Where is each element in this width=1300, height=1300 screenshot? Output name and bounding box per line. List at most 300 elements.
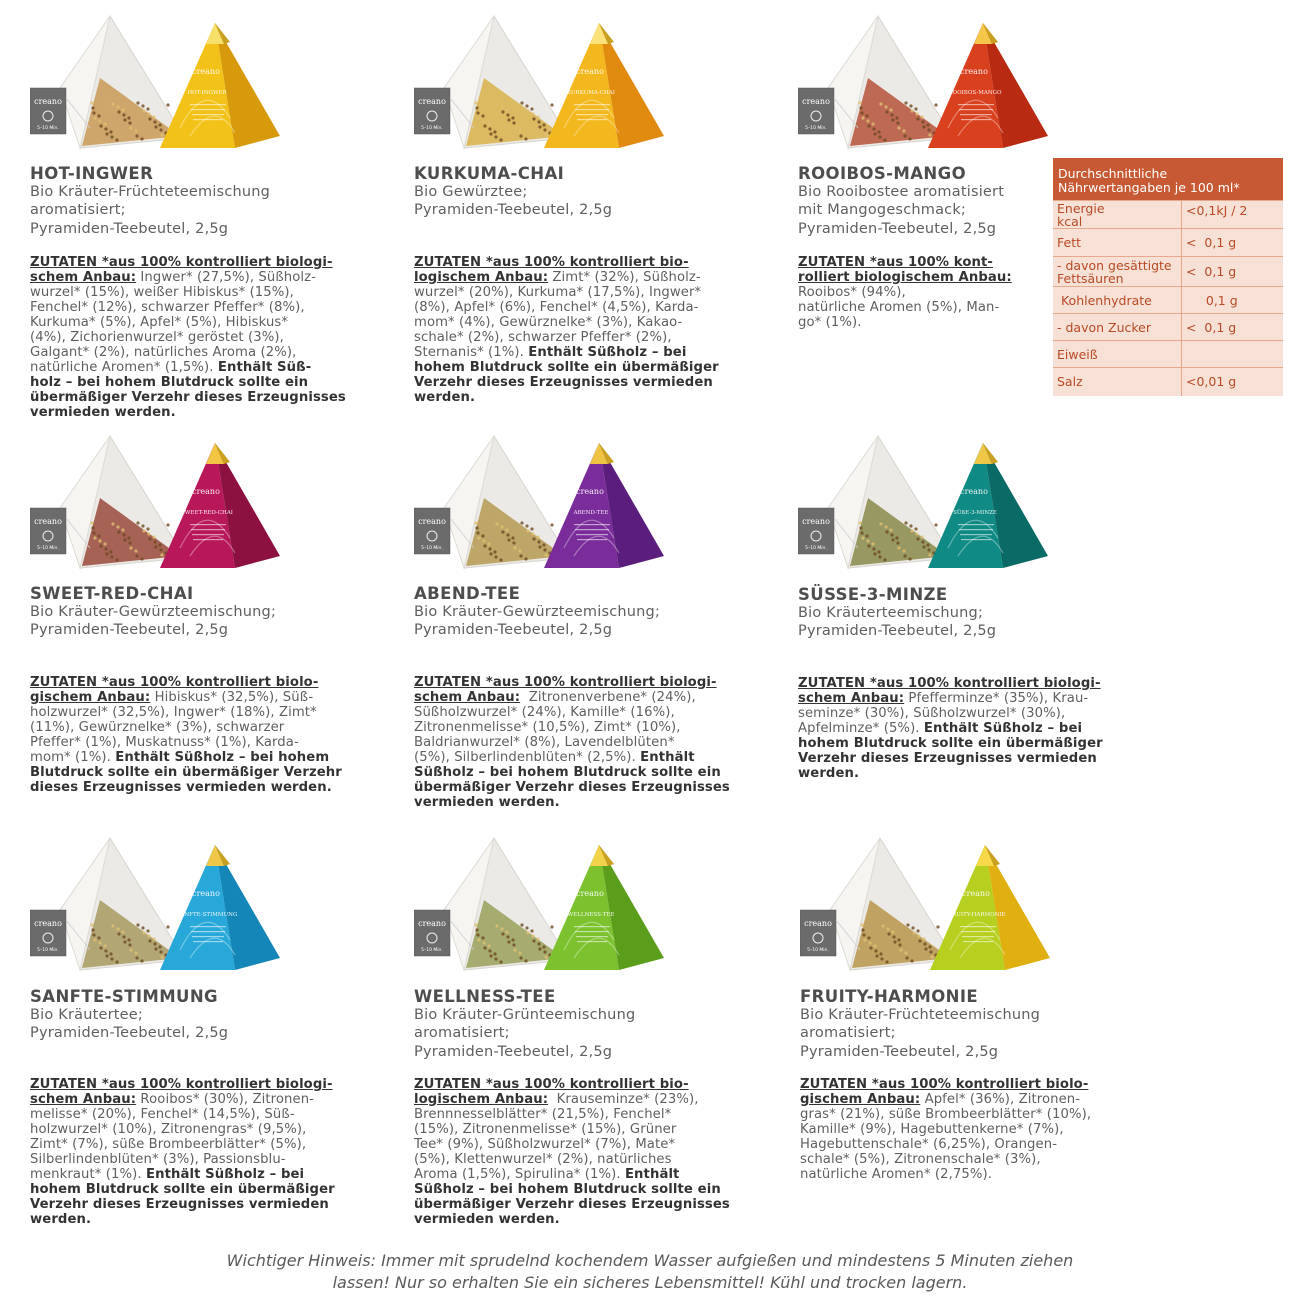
ingredients-heading: gischem Anbau: xyxy=(30,690,151,705)
tea-package-image xyxy=(414,428,714,578)
product-description-line: mit Mangogeschmack; xyxy=(798,202,967,219)
ingredients-list: (5%), Silberlindenblüten* (2,5%). xyxy=(414,750,641,765)
nutrition-table xyxy=(1053,158,1283,396)
box-product-label: HOT-INGWER xyxy=(187,90,227,96)
ingredients-heading: gischem Anbau: xyxy=(800,1092,921,1107)
box-product-label: ABEND-TEE xyxy=(573,510,609,516)
product-description-line: Pyramiden-Teebeutel, 2,5g xyxy=(30,1025,229,1042)
nutrition-row xyxy=(1053,229,1283,257)
licorice-warning: werden. xyxy=(414,390,476,405)
licorice-warning: übermäßiger Verzehr dieses Erzeugnisses xyxy=(414,780,730,795)
box-brand-label: creano xyxy=(576,67,604,76)
nutrition-row xyxy=(1053,257,1283,287)
pyramid-tea-bag xyxy=(60,838,185,970)
product-description-line: Pyramiden-Teebeutel, 2,5g xyxy=(414,202,613,219)
licorice-warning: dieses Erzeugnisses vermieden werden. xyxy=(30,780,332,795)
ingredients-heading: rolliert biologischem Anbau: xyxy=(798,270,1012,285)
licorice-warning: hohem Blutdruck sollte ein übermäßiger xyxy=(414,360,719,375)
box-product-label: KURKUMA-CHAI xyxy=(567,90,615,96)
product-description xyxy=(30,183,402,238)
ingredients-text xyxy=(30,255,402,420)
ingredients-list: wurzel* (20%), Kurkuma* (17,5%), Ingwer* xyxy=(414,285,702,300)
product-description-line: Pyramiden-Teebeutel, 2,5g xyxy=(800,1043,999,1060)
licorice-warning: Enthält Süßholz – bei xyxy=(923,721,1083,736)
tea-package-image xyxy=(30,428,330,578)
ingredients-list: natürliche Aromen (5%), Man- xyxy=(798,300,1000,315)
ingredients-list: go* (1%). xyxy=(798,315,862,330)
ingredients-list: menkraut* (1%). xyxy=(30,1167,146,1182)
nutrition-label: - davon gesättigte Fettsäuren xyxy=(1053,257,1182,287)
ingredients-line xyxy=(414,330,786,345)
ingredients-list: schale* (2%), schwarzer Pfeffer* (2%), xyxy=(414,330,672,345)
product-name: SWEET-RED-CHAI xyxy=(30,584,194,603)
ingredients-list: mom* (1%). xyxy=(30,750,116,765)
ingredients-text xyxy=(414,1077,786,1227)
product-description-line: Bio Rooibostee aromatisiert xyxy=(798,184,1005,200)
ingredients-line xyxy=(414,1137,786,1152)
ingredients-line xyxy=(800,1152,1172,1167)
ingredients-line xyxy=(30,405,402,420)
pyramid-box xyxy=(928,23,1048,148)
ingredients-line xyxy=(414,1122,786,1137)
ingredients-line xyxy=(30,765,402,780)
box-product-label: WELLNESS-TEE xyxy=(567,912,615,918)
box-brand-label: creano xyxy=(192,889,220,898)
ingredients-line xyxy=(798,766,1170,781)
nutrition-header-line: Nährwertangaben je 100 ml* xyxy=(1058,180,1240,195)
product-name: WELLNESS-TEE xyxy=(414,987,556,1006)
ingredients-list: Kamille* (9%), Hagebuttenkerne* (7%), xyxy=(800,1122,1064,1137)
pyramid-box xyxy=(544,23,664,148)
tag-time-label: 5–10 Min. xyxy=(805,546,827,551)
ingredients-line xyxy=(30,285,402,300)
ingredients-list: Kurkuma* (5%), Apfel* (5%), Hibiskus* xyxy=(30,315,289,330)
box-product-label: FRUITY-HARMONIE xyxy=(948,912,1006,918)
ingredients-heading: ZUTATEN *aus 100% kontrolliert biolo- xyxy=(800,1077,1089,1092)
ingredients-line xyxy=(414,360,786,375)
product-description xyxy=(414,1006,786,1061)
pyramid-tea-bag xyxy=(828,16,953,148)
ingredients-list: Ingwer* (27,5%), Süßholz- xyxy=(136,270,317,285)
ingredients-text xyxy=(30,675,402,795)
notice-line: lassen! Nur so erhalten Sie ein sicheres Lebensmittel! Kühl und trocken lagern. xyxy=(332,1273,968,1292)
product-description-line: Pyramiden-Teebeutel, 2,5g xyxy=(30,220,229,237)
ingredients-list: Baldrianwurzel* (8%), Lavendelblüten* xyxy=(414,735,675,750)
licorice-warning: holz – bei hohem Blutdruck sollte ein xyxy=(30,375,309,390)
ingredients-list: Zitronenverbene* (24%), xyxy=(520,690,696,705)
ingredients-heading: schem Anbau: xyxy=(798,691,905,706)
ingredients-list: Krauseminze* (23%), xyxy=(548,1092,699,1107)
ingredients-line xyxy=(30,1167,402,1182)
box-product-label: SANFTE-STIMMUNG xyxy=(176,912,238,918)
nutrition-label: Kohlenhydrate xyxy=(1053,287,1182,314)
ingredients-line xyxy=(798,706,1170,721)
ingredients-list: Rooibos* (30%), Zitronen- xyxy=(136,1092,315,1107)
ingredients-heading: logischem Anbau: xyxy=(414,1092,549,1107)
ingredients-line xyxy=(30,270,402,285)
ingredients-list: Süßholzwurzel* (24%), Kamille* (16%), xyxy=(414,705,675,720)
ingredients-line xyxy=(800,1167,1172,1182)
licorice-warning: werden. xyxy=(30,1212,92,1227)
product-description-line: aromatisiert; xyxy=(30,202,126,219)
ingredients-heading: ZUTATEN *aus 100% kontrolliert biolo- xyxy=(30,675,319,690)
product-description-line: Bio Gewürztee; xyxy=(414,184,528,200)
licorice-warning: Enthält Süßholz – bei xyxy=(528,345,687,360)
licorice-warning: vermieden werden. xyxy=(414,795,560,810)
nutrition-label: Energie kcal xyxy=(1053,201,1182,229)
notice-line: Wichtiger Hinweis: Immer mit sprudelnd kochendem Wasser aufgießen und mindestens 5 Minuten ziehen xyxy=(226,1251,1074,1270)
nutrition-value: 0,1 g xyxy=(1182,287,1284,314)
ingredients-line xyxy=(30,330,402,345)
box-product-label: ROOIBOS-MANGO xyxy=(948,90,1002,96)
ingredients-list: natürliche Aromen* (1,5%). xyxy=(30,360,218,375)
tag-time-label: 5–10 Min. xyxy=(805,126,827,131)
tag-time-label: 5–10 Min. xyxy=(37,948,59,953)
licorice-warning: hohem Blutdruck sollte ein übermäßiger xyxy=(798,736,1103,751)
product-description-line: Bio Kräuter-Früchteteemischung xyxy=(800,1007,1041,1023)
tea-package-image xyxy=(800,830,1100,980)
pyramid-tea-bag xyxy=(444,838,569,970)
box-brand-label: creano xyxy=(192,67,220,76)
pyramid-box xyxy=(544,443,664,568)
ingredients-list: Brennnesselblätter* (21,5%), Fenchel* xyxy=(414,1107,672,1122)
ingredients-list: Rooibos* (94%), xyxy=(798,285,906,300)
tag-brand-label: creano xyxy=(418,517,446,526)
product-description-line: Pyramiden-Teebeutel, 2,5g xyxy=(30,622,229,639)
product-name: ABEND-TEE xyxy=(414,584,521,603)
ingredients-line xyxy=(414,1092,786,1107)
tag-brand-label: creano xyxy=(418,97,446,106)
tea-package-image xyxy=(30,830,330,980)
ingredients-list: Silberlindenblüten* (3%), Passionsblu- xyxy=(30,1152,286,1167)
product-description-line: Bio Kräuter-Gewürzteemischung; xyxy=(414,604,661,620)
ingredients-line xyxy=(30,1092,402,1107)
ingredients-line xyxy=(414,390,786,405)
licorice-warning: Blutdruck sollte ein übermäßiger Verzehr xyxy=(30,765,342,780)
ingredients-line xyxy=(30,750,402,765)
tag-brand-label: creano xyxy=(418,919,446,928)
ingredients-line xyxy=(414,1077,786,1092)
ingredients-heading: ZUTATEN *aus 100% kontrolliert bio- xyxy=(414,255,689,270)
nutrition-value xyxy=(1182,341,1284,368)
ingredients-list: wurzel* (15%), weißer Hibiskus* (15%), xyxy=(30,285,294,300)
box-brand-label: creano xyxy=(960,487,988,496)
ingredients-line xyxy=(30,1212,402,1227)
ingredients-line xyxy=(414,315,786,330)
ingredients-line xyxy=(30,675,402,690)
licorice-warning: Süßholz – bei hohem Blutdruck sollte ein xyxy=(414,1182,721,1197)
tag-brand-label: creano xyxy=(34,97,62,106)
ingredients-line xyxy=(30,1122,402,1137)
ingredients-line xyxy=(30,360,402,375)
ingredients-line xyxy=(414,255,786,270)
ingredients-line xyxy=(30,345,402,360)
ingredients-heading: ZUTATEN *aus 100% kontrolliert biologi- xyxy=(30,1077,333,1092)
product-description-line: Bio Kräuter-Früchteteemischung xyxy=(30,184,271,200)
tag-brand-label: creano xyxy=(802,517,830,526)
ingredients-line xyxy=(798,736,1170,751)
ingredients-line xyxy=(798,691,1170,706)
ingredients-line xyxy=(414,765,786,780)
ingredients-heading: ZUTATEN *aus 100% kontrolliert bio- xyxy=(414,1077,689,1092)
ingredients-line xyxy=(414,795,786,810)
ingredients-list: Apfel* (36%), Zitronen- xyxy=(920,1092,1081,1107)
ingredients-text xyxy=(798,676,1170,781)
ingredients-list: natürliche Aromen* (2,75%). xyxy=(800,1167,993,1182)
box-product-label: SÜßE-3-MINZE xyxy=(953,510,997,516)
nutrition-row xyxy=(1053,201,1283,229)
ingredients-heading: ZUTATEN *aus 100% kontrolliert biologi- xyxy=(30,255,333,270)
box-brand-label: creano xyxy=(962,889,990,898)
box-brand-label: creano xyxy=(960,67,988,76)
ingredients-list: (15%), Zitronenmelisse* (15%), Grüner xyxy=(414,1122,677,1137)
ingredients-line xyxy=(414,1182,786,1197)
ingredients-line xyxy=(30,300,402,315)
pyramid-tea-bag xyxy=(828,436,953,568)
ingredients-list: Zimt* (32%), Süßholz- xyxy=(548,270,701,285)
ingredients-line xyxy=(30,255,402,270)
box-brand-label: creano xyxy=(576,487,604,496)
ingredients-heading: schem Anbau: xyxy=(30,1092,137,1107)
ingredients-line xyxy=(800,1122,1172,1137)
tag-time-label: 5–10 Min. xyxy=(37,546,59,551)
ingredients-line xyxy=(30,1107,402,1122)
ingredients-line xyxy=(30,390,402,405)
nutrition-label: Fett xyxy=(1053,229,1182,257)
pyramid-tea-bag xyxy=(444,16,569,148)
product-description-line: Pyramiden-Teebeutel, 2,5g xyxy=(414,1043,613,1060)
pyramid-tea-bag xyxy=(444,436,569,568)
tag-brand-label: creano xyxy=(802,97,830,106)
nutrition-value: < 0,1 g xyxy=(1182,257,1284,287)
ingredients-line xyxy=(414,750,786,765)
ingredients-list: Apfelminze* (5%). xyxy=(798,721,924,736)
ingredients-text xyxy=(30,1077,402,1227)
licorice-warning: Enthält Süßholz – bei hohem xyxy=(115,750,330,765)
ingredients-line xyxy=(800,1137,1172,1152)
ingredients-line xyxy=(30,1182,402,1197)
ingredients-line xyxy=(414,720,786,735)
tag-brand-label: creano xyxy=(34,919,62,928)
tea-package-image xyxy=(414,8,714,158)
box-brand-label: creano xyxy=(192,487,220,496)
ingredients-list: (4%), Zichorienwurzel* geröstet (3%), xyxy=(30,330,284,345)
ingredients-list: Pfefferminze* (35%), Krau- xyxy=(904,691,1089,706)
ingredients-list: Fenchel* (12%), schwarzer Pfeffer* (8%), xyxy=(30,300,305,315)
licorice-warning: Verzehr dieses Erzeugnisses vermieden xyxy=(798,751,1097,766)
ingredients-line xyxy=(414,1197,786,1212)
product-name: KURKUMA-CHAI xyxy=(414,164,565,183)
product-description-line: Pyramiden-Teebeutel, 2,5g xyxy=(798,623,997,640)
tea-package-image xyxy=(798,8,1098,158)
nutrition-row xyxy=(1053,368,1283,396)
ingredients-line xyxy=(30,375,402,390)
product-name: HOT-INGWER xyxy=(30,164,154,183)
ingredients-list: Hibiskus* (32,5%), Süß- xyxy=(150,690,314,705)
licorice-warning: werden. xyxy=(798,766,860,781)
ingredients-line xyxy=(414,1167,786,1182)
product-description xyxy=(798,604,1170,641)
product-description-line: Bio Kräuterteemischung; xyxy=(798,605,984,621)
tag-time-label: 5–10 Min. xyxy=(807,948,829,953)
product-description xyxy=(414,603,786,640)
ingredients-list: (8%), Apfel* (6%), Fenchel* (4,5%), Karda- xyxy=(414,300,699,315)
product-description-line: Pyramiden-Teebeutel, 2,5g xyxy=(798,220,997,237)
pyramid-box xyxy=(930,845,1050,970)
product-name: ROOIBOS-MANGO xyxy=(798,164,967,183)
ingredients-line xyxy=(414,1212,786,1227)
tea-package-image xyxy=(30,8,330,158)
nutrition-row xyxy=(1053,287,1283,314)
ingredients-list: Aroma (1,5%), Spirulina* (1%). xyxy=(414,1167,625,1182)
licorice-warning: hohem Blutdruck sollte ein übermäßiger xyxy=(30,1182,335,1197)
ingredients-line xyxy=(800,1092,1172,1107)
product-description-line: aromatisiert; xyxy=(800,1025,896,1042)
ingredients-list: gras* (21%), süße Brombeerblätter* (10%), xyxy=(800,1107,1092,1122)
ingredients-heading: ZUTATEN *aus 100% kontrolliert biologi- xyxy=(798,676,1101,691)
pyramid-tea-bag xyxy=(830,838,955,970)
ingredients-line xyxy=(30,1152,402,1167)
ingredients-line xyxy=(798,751,1170,766)
ingredients-list: (11%), Gewürznelke* (3%), schwarzer xyxy=(30,720,285,735)
ingredients-list: Hagebuttenschale* (6,25%), Orangen- xyxy=(800,1137,1058,1152)
ingredients-line xyxy=(30,315,402,330)
ingredients-line xyxy=(414,690,786,705)
ingredients-text xyxy=(414,255,786,405)
product-description-line: aromatisiert; xyxy=(414,1025,510,1042)
ingredients-line xyxy=(30,1077,402,1092)
ingredients-heading: schem Anbau: xyxy=(30,270,137,285)
ingredients-list: Pfeffer* (1%), Muskatnuss* (1%), Karda- xyxy=(30,735,299,750)
ingredients-list: holzwurzel* (10%), Zitronengras* (9,5%), xyxy=(30,1122,307,1137)
ingredients-line xyxy=(414,300,786,315)
ingredients-line xyxy=(414,675,786,690)
ingredients-line xyxy=(414,1107,786,1122)
tag-time-label: 5–10 Min. xyxy=(421,126,443,131)
ingredients-line xyxy=(414,375,786,390)
licorice-warning: Enthält Süßholz – bei xyxy=(145,1167,305,1182)
ingredients-line xyxy=(800,1107,1172,1122)
ingredients-heading: ZUTATEN *aus 100% kont- xyxy=(798,255,993,270)
nutrition-table-header xyxy=(1053,158,1283,201)
product-description xyxy=(800,1006,1172,1061)
product-name: SANFTE-STIMMUNG xyxy=(30,987,218,1006)
ingredients-line xyxy=(414,1152,786,1167)
nutrition-value: < 0,1 g xyxy=(1182,229,1284,257)
licorice-warning: übermäßiger Verzehr dieses Erzeugnisses xyxy=(30,390,346,405)
nutrition-value: <0,01 g xyxy=(1186,374,1237,390)
ingredients-list: Sternanis* (1%). xyxy=(414,345,529,360)
tag-time-label: 5–10 Min. xyxy=(421,948,443,953)
ingredients-line xyxy=(414,735,786,750)
licorice-warning: Süßholz – bei hohem Blutdruck sollte ein xyxy=(414,765,721,780)
product-description-line: Bio Kräutertee; xyxy=(30,1007,143,1023)
ingredients-heading: ZUTATEN *aus 100% kontrolliert biologi- xyxy=(414,675,717,690)
ingredients-list: mom* (4%), Gewürznelke* (3%), Kakao- xyxy=(414,315,683,330)
ingredients-line xyxy=(30,780,402,795)
ingredients-line xyxy=(30,690,402,705)
licorice-warning: Enthält Süß- xyxy=(217,360,312,375)
licorice-warning: vermieden werden. xyxy=(30,405,176,420)
ingredients-list: holzwurzel* (32,5%), Ingwer* (18%), Zimt* xyxy=(30,705,317,720)
ingredients-line xyxy=(30,720,402,735)
ingredients-line xyxy=(414,345,786,360)
ingredients-list: seminze* (30%), Süßholzwurzel* (30%), xyxy=(798,706,1066,721)
nutrition-header-line: Durchschnittliche xyxy=(1058,166,1168,181)
product-description xyxy=(414,183,786,220)
pyramid-tea-bag xyxy=(60,436,185,568)
nutrition-label: - davon Zucker xyxy=(1053,314,1182,341)
box-brand-label: creano xyxy=(576,889,604,898)
licorice-warning: übermäßiger Verzehr dieses Erzeugnisses xyxy=(414,1197,730,1212)
product-description xyxy=(30,1006,402,1043)
pyramid-tea-bag xyxy=(60,16,185,148)
nutrition-label: Salz xyxy=(1053,368,1182,396)
tag-brand-label: creano xyxy=(34,517,62,526)
ingredients-line xyxy=(30,705,402,720)
ingredients-list: (5%), Klettenwurzel* (2%), natürliches xyxy=(414,1152,672,1167)
pyramid-box xyxy=(928,443,1048,568)
licorice-warning: Verzehr dieses Erzeugnisses vermieden xyxy=(414,375,713,390)
product-description-line: Pyramiden-Teebeutel, 2,5g xyxy=(414,622,613,639)
nutrition-value: <0,1kJ / 2 xyxy=(1182,201,1284,229)
ingredients-list: Tee* (9%), Süßholzwurzel* (7%), Mate* xyxy=(414,1137,676,1152)
ingredients-line xyxy=(30,1197,402,1212)
ingredients-list: schale* (5%), Zitronenschale* (3%), xyxy=(800,1152,1041,1167)
tag-time-label: 5–10 Min. xyxy=(37,126,59,131)
pyramid-box xyxy=(544,845,664,970)
ingredients-line xyxy=(414,705,786,720)
ingredients-list: melisse* (20%), Fenchel* (14,5%), Süß- xyxy=(30,1107,295,1122)
ingredients-text xyxy=(414,675,786,810)
nutrition-value: < 0,1 g xyxy=(1182,314,1284,341)
nutrition-label: Eiweiß xyxy=(1053,341,1182,368)
nutrition-row xyxy=(1053,314,1283,341)
tag-time-label: 5–10 Min. xyxy=(421,546,443,551)
ingredients-line xyxy=(414,780,786,795)
nutrition-row xyxy=(1053,341,1283,368)
product-description-line: Bio Kräuter-Grünteemischung xyxy=(414,1007,636,1023)
licorice-warning: vermieden werden. xyxy=(414,1212,560,1227)
ingredients-line xyxy=(800,1077,1172,1092)
tea-package-image xyxy=(414,830,714,980)
ingredients-text xyxy=(800,1077,1172,1182)
product-name: FRUITY-HARMONIE xyxy=(800,987,979,1006)
ingredients-list: Zimt* (7%), süße Brombeerblätter* (5%), xyxy=(30,1137,307,1152)
ingredients-line xyxy=(798,721,1170,736)
ingredients-heading: logischem Anbau: xyxy=(414,270,549,285)
ingredients-line xyxy=(30,735,402,750)
licorice-warning: Enthält xyxy=(624,1167,680,1182)
pyramid-box xyxy=(160,23,280,148)
licorice-warning: Verzehr dieses Erzeugnisses vermieden xyxy=(30,1197,329,1212)
ingredients-heading: schem Anbau: xyxy=(414,690,521,705)
product-description-line: Bio Kräuter-Gewürzteemischung; xyxy=(30,604,277,620)
pyramid-box xyxy=(160,845,280,970)
tea-package-image xyxy=(798,428,1098,578)
storage-notice xyxy=(0,1250,1300,1294)
pyramid-box xyxy=(160,443,280,568)
tag-brand-label: creano xyxy=(804,919,832,928)
ingredients-line xyxy=(414,270,786,285)
product-description xyxy=(30,603,402,640)
ingredients-list: Zitronenmelisse* (10,5%), Zimt* (10%), xyxy=(414,720,681,735)
licorice-warning: Enthält xyxy=(640,750,695,765)
box-product-label: SWEET-RED-CHAI xyxy=(181,510,233,516)
product-name: SÜSSE-3-MINZE xyxy=(798,585,948,604)
ingredients-line xyxy=(798,676,1170,691)
ingredients-line xyxy=(30,1137,402,1152)
